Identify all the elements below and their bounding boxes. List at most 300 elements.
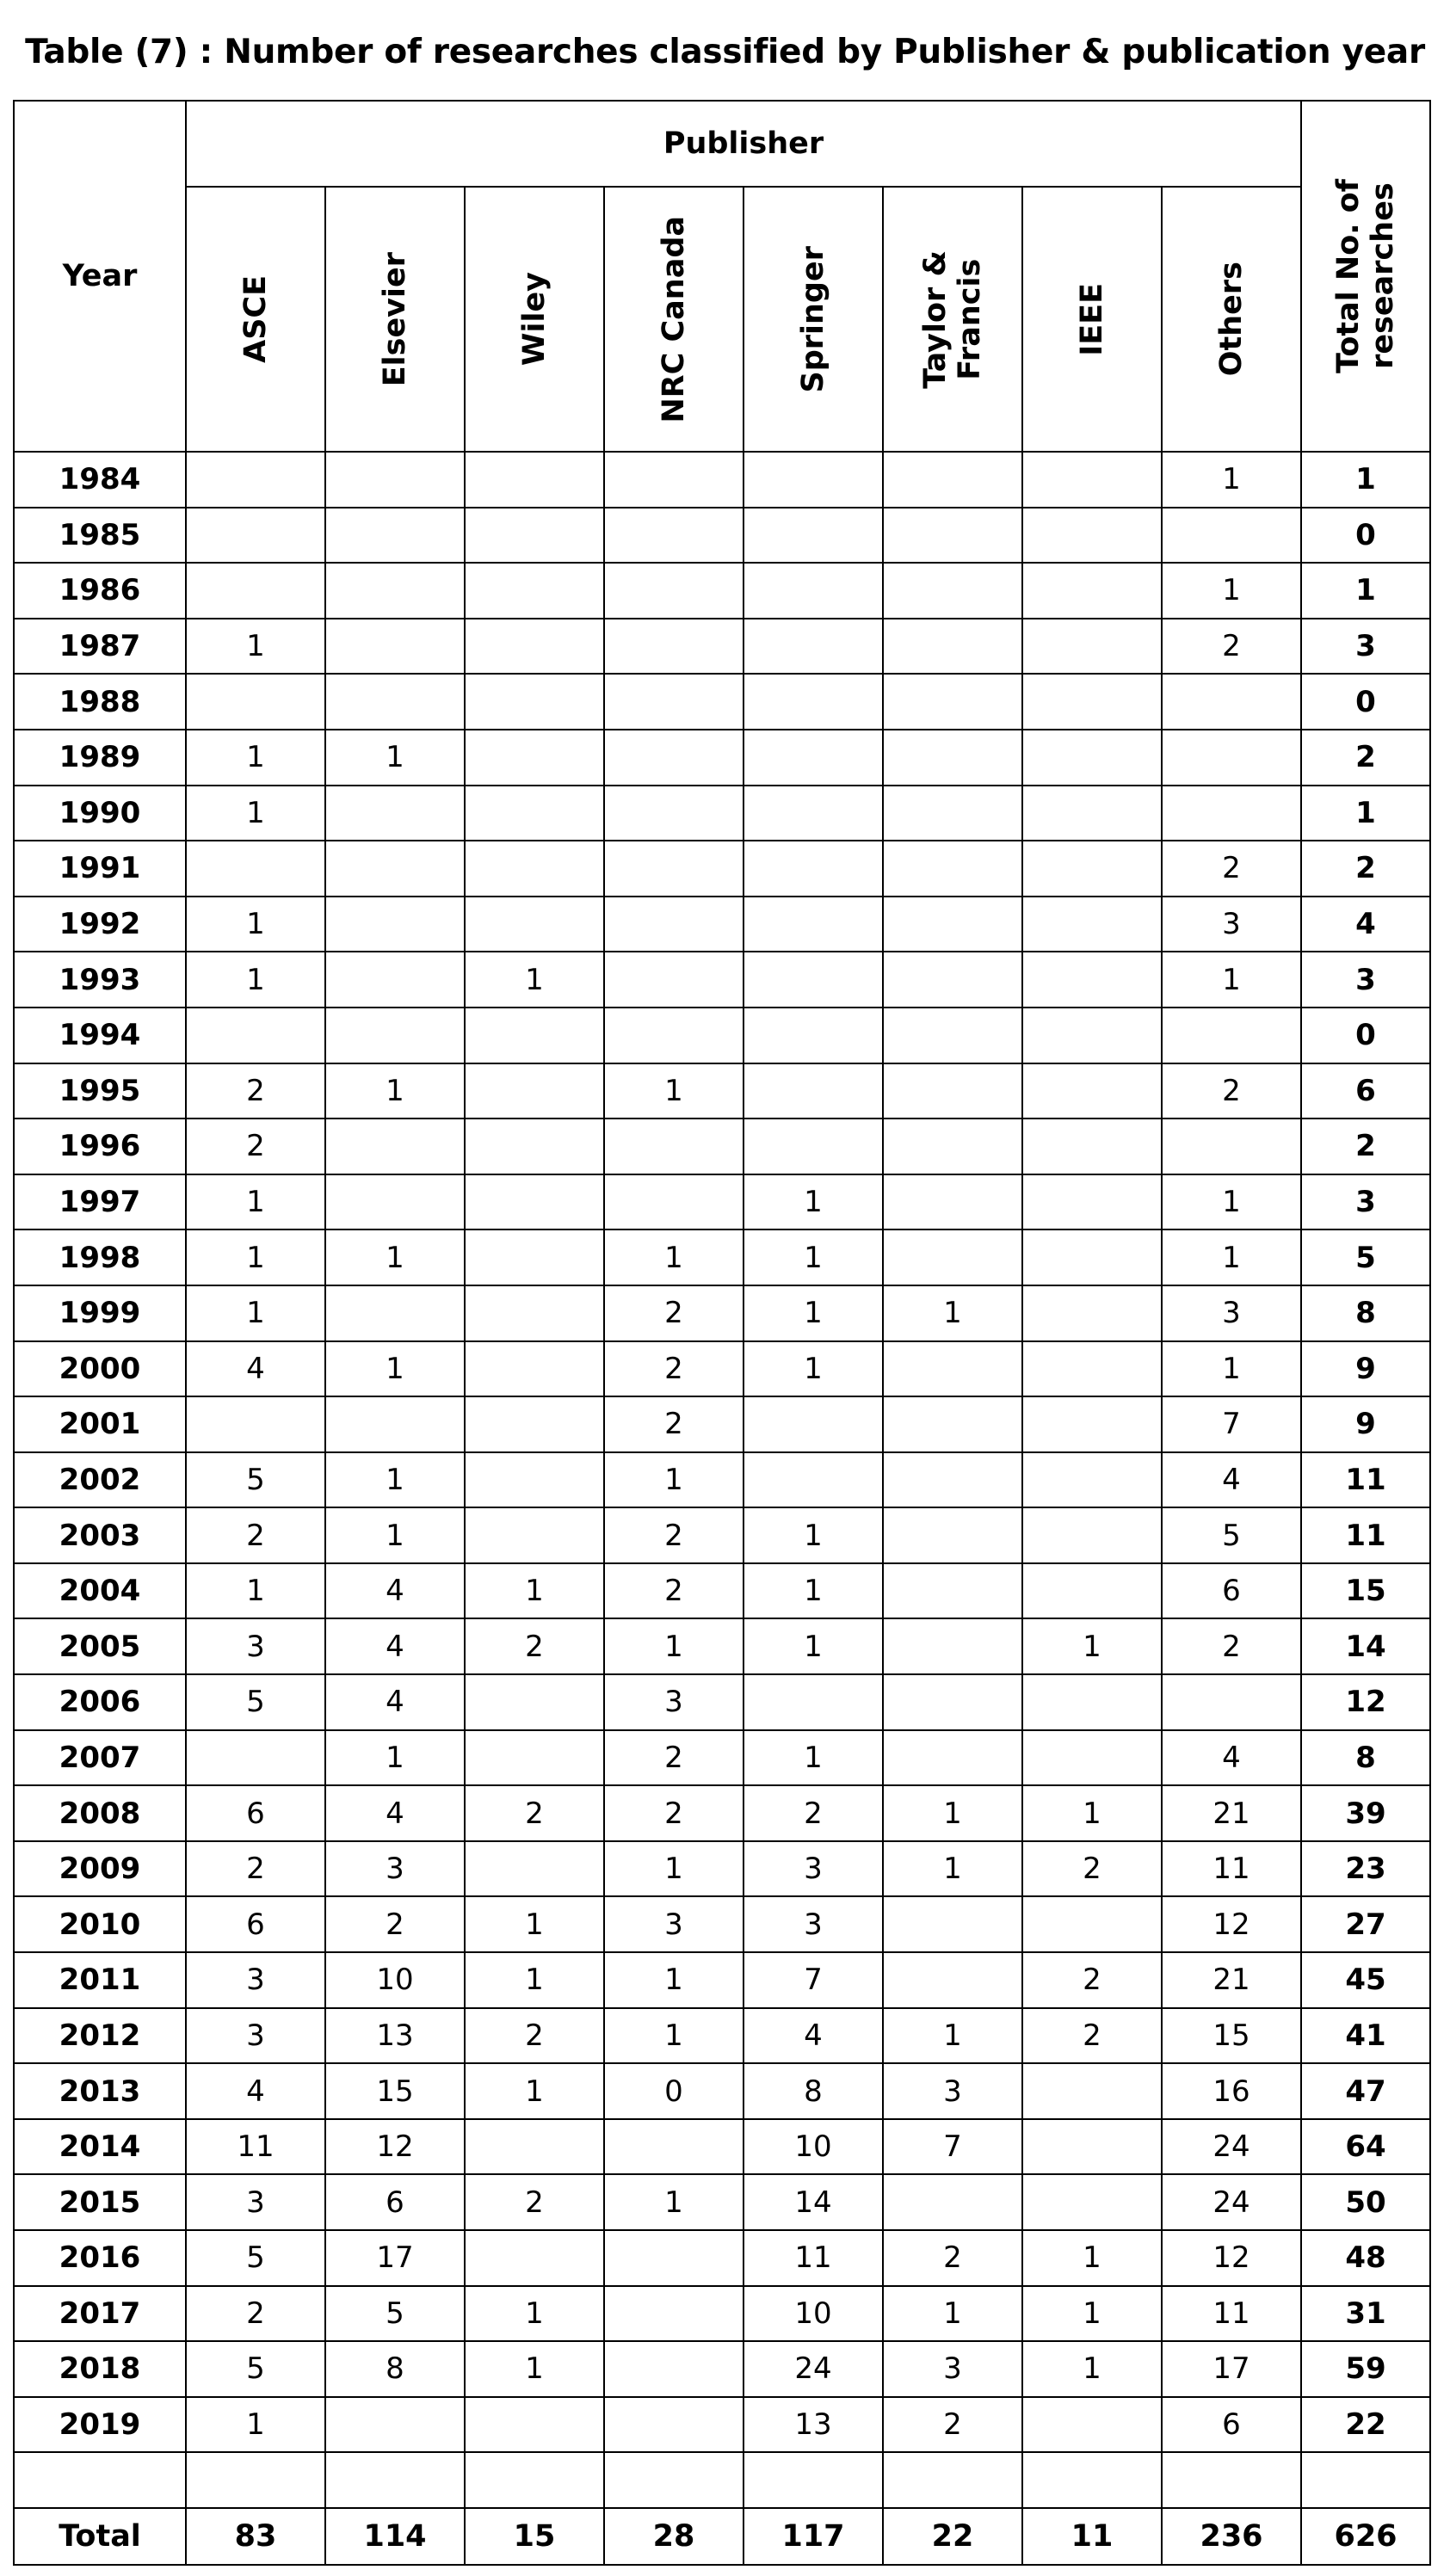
row-total-cell: 0	[1301, 1008, 1430, 1063]
count-cell	[1022, 897, 1162, 952]
row-total-cell: 12	[1301, 1674, 1430, 1730]
count-cell	[1022, 674, 1162, 730]
row-total-cell: 3	[1301, 952, 1430, 1008]
count-cell: 1	[186, 1229, 325, 1285]
total-header-label: Total No. of researches	[1331, 179, 1400, 373]
count-cell	[883, 452, 1022, 508]
count-cell: 1	[744, 1285, 883, 1341]
count-cell	[325, 674, 465, 730]
count-cell	[1022, 1174, 1162, 1230]
count-cell	[883, 841, 1022, 897]
count-cell: 1	[604, 1841, 744, 1897]
count-cell	[1162, 1119, 1301, 1174]
count-cell: 1	[1022, 1618, 1162, 1674]
year-cell: 1995	[14, 1063, 186, 1119]
table-row	[14, 1952, 1430, 2008]
totals-row	[14, 2508, 1430, 2565]
column-total-cell: 22	[883, 2508, 1022, 2565]
table-row	[14, 897, 1430, 952]
count-cell: 1	[744, 1174, 883, 1230]
row-total-cell: 15	[1301, 1563, 1430, 1619]
count-cell	[744, 2452, 883, 2508]
count-cell: 1	[1022, 2286, 1162, 2342]
count-cell: 4	[186, 1341, 325, 1397]
table-row	[14, 1229, 1430, 1285]
count-cell	[1022, 1507, 1162, 1563]
count-cell	[883, 1229, 1022, 1285]
count-cell	[604, 674, 744, 730]
year-cell: 2017	[14, 2286, 186, 2342]
count-cell	[325, 1285, 465, 1341]
count-cell	[883, 1063, 1022, 1119]
count-cell: 1	[883, 1841, 1022, 1897]
publisher-label: IEEE	[1075, 282, 1109, 356]
count-cell	[883, 2174, 1022, 2230]
count-cell	[465, 2230, 604, 2286]
count-cell	[465, 1452, 604, 1508]
publisher-label: Taylor & Francis	[918, 250, 987, 389]
count-cell	[744, 730, 883, 786]
count-cell: 1	[325, 1452, 465, 1508]
count-cell	[465, 1674, 604, 1730]
publisher-label: Elsevier	[378, 251, 412, 387]
count-cell	[1022, 1452, 1162, 1508]
count-cell: 10	[744, 2119, 883, 2175]
count-cell: 2	[744, 1785, 883, 1841]
count-cell: 21	[1162, 1785, 1301, 1841]
column-total-cell: 83	[186, 2508, 325, 2565]
count-cell: 1	[1162, 1341, 1301, 1397]
row-total-cell: 0	[1301, 508, 1430, 564]
count-cell: 5	[186, 1452, 325, 1508]
count-cell: 4	[325, 1785, 465, 1841]
year-cell: 2004	[14, 1563, 186, 1619]
row-total-cell: 41	[1301, 2008, 1430, 2064]
count-cell: 1	[604, 1618, 744, 1674]
count-cell: 1	[325, 1341, 465, 1397]
count-cell	[465, 1008, 604, 1063]
count-cell	[1022, 952, 1162, 1008]
count-cell	[883, 1452, 1022, 1508]
count-cell: 11	[744, 2230, 883, 2286]
table-row	[14, 674, 1430, 730]
count-cell: 4	[1162, 1452, 1301, 1508]
count-cell: 1	[744, 1229, 883, 1285]
column-total-cell: 15	[465, 2508, 604, 2565]
count-cell	[465, 2119, 604, 2175]
count-cell	[883, 508, 1022, 564]
count-cell	[744, 1063, 883, 1119]
row-total-cell: 39	[1301, 1785, 1430, 1841]
count-cell: 1	[186, 897, 325, 952]
count-cell	[883, 619, 1022, 675]
count-cell: 2	[1022, 2008, 1162, 2064]
row-total-cell: 50	[1301, 2174, 1430, 2230]
row-total-cell: 1	[1301, 563, 1430, 619]
count-cell: 1	[186, 1563, 325, 1619]
count-cell: 8	[325, 2341, 465, 2397]
count-cell	[465, 563, 604, 619]
count-cell	[325, 1119, 465, 1174]
count-cell	[883, 1730, 1022, 1786]
count-cell: 2	[186, 1119, 325, 1174]
publisher-label: Wiley	[517, 272, 552, 367]
count-cell	[883, 1174, 1022, 1230]
count-cell: 3	[883, 2063, 1022, 2119]
count-cell: 15	[325, 2063, 465, 2119]
count-cell: 2	[604, 1396, 744, 1452]
count-cell	[465, 1730, 604, 1786]
year-cell: 2003	[14, 1507, 186, 1563]
table-row	[14, 2397, 1430, 2453]
count-cell: 1	[744, 1507, 883, 1563]
count-cell	[1022, 2452, 1162, 2508]
count-cell	[744, 841, 883, 897]
count-cell: 1	[186, 952, 325, 1008]
count-cell: 8	[744, 2063, 883, 2119]
count-cell	[604, 2341, 744, 2397]
count-cell	[1022, 2119, 1162, 2175]
count-cell: 1	[186, 2397, 325, 2453]
count-cell	[604, 2452, 744, 2508]
year-cell: 1989	[14, 730, 186, 786]
count-cell: 7	[744, 1952, 883, 2008]
total-header	[1301, 101, 1430, 452]
publisher-year-table	[13, 100, 1431, 2566]
count-cell: 2	[325, 1896, 465, 1952]
row-total-cell: 4	[1301, 897, 1430, 952]
table-row	[14, 1563, 1430, 1619]
year-cell: 2001	[14, 1396, 186, 1452]
count-cell: 1	[1022, 2230, 1162, 2286]
count-cell	[744, 897, 883, 952]
count-cell: 5	[325, 2286, 465, 2342]
count-cell	[604, 1174, 744, 1230]
count-cell: 1	[465, 2286, 604, 2342]
count-cell	[883, 1952, 1022, 2008]
count-cell: 0	[604, 2063, 744, 2119]
row-total-cell: 9	[1301, 1341, 1430, 1397]
count-cell: 3	[186, 1952, 325, 2008]
column-total-cell: 11	[1022, 2508, 1162, 2565]
count-cell: 1	[883, 1285, 1022, 1341]
year-cell: 1985	[14, 508, 186, 564]
count-cell: 12	[1162, 1896, 1301, 1952]
count-cell	[604, 2119, 744, 2175]
count-cell	[604, 2230, 744, 2286]
count-cell: 10	[325, 1952, 465, 2008]
year-cell: 2016	[14, 2230, 186, 2286]
table-row	[14, 1841, 1430, 1897]
count-cell: 1	[186, 619, 325, 675]
count-cell	[465, 1174, 604, 1230]
count-cell	[744, 1008, 883, 1063]
count-cell	[883, 952, 1022, 1008]
count-cell	[604, 730, 744, 786]
table-row	[14, 2286, 1430, 2342]
count-cell: 1	[1162, 952, 1301, 1008]
row-total-cell: 47	[1301, 2063, 1430, 2119]
count-cell	[1022, 786, 1162, 841]
count-cell	[325, 452, 465, 508]
count-cell	[883, 786, 1022, 841]
year-header: Year	[14, 101, 186, 452]
count-cell	[465, 1396, 604, 1452]
publisher-col-ieee	[1022, 187, 1162, 452]
row-total-cell: 8	[1301, 1285, 1430, 1341]
count-cell: 13	[325, 2008, 465, 2064]
count-cell	[1162, 508, 1301, 564]
count-cell	[883, 674, 1022, 730]
count-cell	[325, 786, 465, 841]
row-total-cell: 2	[1301, 1119, 1430, 1174]
count-cell: 6	[325, 2174, 465, 2230]
count-cell: 2	[465, 1785, 604, 1841]
count-cell: 6	[1162, 2397, 1301, 2453]
count-cell: 24	[1162, 2119, 1301, 2175]
count-cell: 3	[604, 1674, 744, 1730]
column-total-cell: 117	[744, 2508, 883, 2565]
row-total-cell: 11	[1301, 1507, 1430, 1563]
column-total-cell: 114	[325, 2508, 465, 2565]
table-row	[14, 1730, 1430, 1786]
count-cell	[1022, 1063, 1162, 1119]
year-cell: 2008	[14, 1785, 186, 1841]
count-cell	[465, 730, 604, 786]
totals-label: Total	[14, 2508, 186, 2565]
year-cell: 2019	[14, 2397, 186, 2453]
count-cell	[883, 730, 1022, 786]
grand-total-cell: 626	[1301, 2508, 1430, 2565]
count-cell: 1	[325, 1229, 465, 1285]
table-row	[14, 1119, 1430, 1174]
count-cell	[465, 619, 604, 675]
count-cell: 1	[465, 952, 604, 1008]
count-cell: 1	[465, 1563, 604, 1619]
count-cell	[883, 1896, 1022, 1952]
count-cell: 2	[1022, 1841, 1162, 1897]
count-cell	[1162, 1008, 1301, 1063]
count-cell	[1022, 1229, 1162, 1285]
count-cell	[465, 1285, 604, 1341]
count-cell	[883, 1119, 1022, 1174]
year-cell: 1999	[14, 1285, 186, 1341]
count-cell	[186, 2452, 325, 2508]
count-cell: 1	[744, 1341, 883, 1397]
count-cell	[325, 2452, 465, 2508]
table-row	[14, 1341, 1430, 1397]
table-title: Table (7) : Number of researches classified by Publisher & publication year	[25, 33, 1425, 71]
count-cell	[1162, 730, 1301, 786]
count-cell	[1022, 1563, 1162, 1619]
count-cell	[186, 563, 325, 619]
row-total-cell: 45	[1301, 1952, 1430, 2008]
count-cell	[1022, 1396, 1162, 1452]
publisher-col-others	[1162, 187, 1301, 452]
count-cell: 1	[465, 1952, 604, 2008]
count-cell: 4	[325, 1563, 465, 1619]
publisher-col-asce	[186, 187, 325, 452]
year-cell: 2002	[14, 1452, 186, 1508]
count-cell: 1	[465, 1896, 604, 1952]
count-cell: 3	[1162, 897, 1301, 952]
table-row	[14, 1618, 1430, 1674]
count-cell: 3	[186, 2174, 325, 2230]
count-cell: 1	[1022, 2341, 1162, 2397]
year-cell: 2007	[14, 1730, 186, 1786]
count-cell	[1022, 452, 1162, 508]
count-cell: 1	[744, 1730, 883, 1786]
count-cell: 4	[186, 2063, 325, 2119]
count-cell	[604, 897, 744, 952]
table-row	[14, 2341, 1430, 2397]
table-row	[14, 2230, 1430, 2286]
count-cell: 1	[325, 1063, 465, 1119]
year-cell: 2013	[14, 2063, 186, 2119]
table-row	[14, 786, 1430, 841]
year-cell: 2010	[14, 1896, 186, 1952]
row-total-cell: 8	[1301, 1730, 1430, 1786]
row-total-cell: 2	[1301, 841, 1430, 897]
count-cell	[883, 1563, 1022, 1619]
count-cell	[744, 619, 883, 675]
count-cell: 21	[1162, 1952, 1301, 2008]
count-cell	[1162, 2452, 1301, 2508]
count-cell: 3	[186, 2008, 325, 2064]
table-row	[14, 1285, 1430, 1341]
row-total-cell: 31	[1301, 2286, 1430, 2342]
count-cell: 1	[883, 2008, 1022, 2064]
count-cell: 5	[186, 2230, 325, 2286]
count-cell: 3	[604, 1896, 744, 1952]
year-cell: 2018	[14, 2341, 186, 2397]
count-cell: 1	[744, 1618, 883, 1674]
publisher-col-taylor-francis	[883, 187, 1022, 452]
table-row	[14, 952, 1430, 1008]
count-cell	[1022, 563, 1162, 619]
count-cell	[744, 674, 883, 730]
year-cell: 1991	[14, 841, 186, 897]
count-cell	[883, 563, 1022, 619]
count-cell: 6	[186, 1896, 325, 1952]
row-total-cell: 9	[1301, 1396, 1430, 1452]
count-cell	[1022, 619, 1162, 675]
year-cell: 1984	[14, 452, 186, 508]
count-cell	[465, 1507, 604, 1563]
row-total-cell: 5	[1301, 1229, 1430, 1285]
row-total-cell: 14	[1301, 1618, 1430, 1674]
count-cell: 4	[1162, 1730, 1301, 1786]
count-cell: 3	[1162, 1285, 1301, 1341]
column-total-cell: 28	[604, 2508, 744, 2565]
count-cell	[186, 508, 325, 564]
count-cell	[1022, 508, 1162, 564]
count-cell: 12	[1162, 2230, 1301, 2286]
count-cell	[1162, 674, 1301, 730]
count-cell	[1022, 1119, 1162, 1174]
count-cell: 11	[1162, 1841, 1301, 1897]
year-cell: 2000	[14, 1341, 186, 1397]
table-row	[14, 1674, 1430, 1730]
count-cell: 1	[186, 1285, 325, 1341]
count-cell: 2	[604, 1730, 744, 1786]
count-cell: 1	[1022, 1785, 1162, 1841]
count-cell: 1	[325, 1730, 465, 1786]
count-cell	[604, 1008, 744, 1063]
count-cell	[465, 1063, 604, 1119]
count-cell: 1	[604, 2174, 744, 2230]
count-cell	[465, 2397, 604, 2453]
count-cell: 2	[1022, 1952, 1162, 2008]
count-cell	[325, 619, 465, 675]
count-cell	[186, 1396, 325, 1452]
count-cell	[883, 1396, 1022, 1452]
column-total-cell: 236	[1162, 2508, 1301, 2565]
year-cell: 1994	[14, 1008, 186, 1063]
publisher-col-springer	[744, 187, 883, 452]
count-cell	[744, 1674, 883, 1730]
count-cell	[465, 452, 604, 508]
row-total-cell: 0	[1301, 674, 1430, 730]
count-cell: 17	[1162, 2341, 1301, 2397]
table-row	[14, 1063, 1430, 1119]
count-cell	[465, 2452, 604, 2508]
count-cell	[465, 841, 604, 897]
count-cell	[1022, 1341, 1162, 1397]
row-total-cell: 23	[1301, 1841, 1430, 1897]
row-total-cell: 48	[1301, 2230, 1430, 2286]
count-cell	[465, 674, 604, 730]
count-cell: 1	[1162, 1174, 1301, 1230]
publisher-label: NRC Canada	[657, 215, 691, 423]
publisher-label: Others	[1214, 262, 1249, 377]
year-cell: 2011	[14, 1952, 186, 2008]
count-cell: 15	[1162, 2008, 1301, 2064]
count-cell	[325, 841, 465, 897]
count-cell	[604, 786, 744, 841]
count-cell	[186, 674, 325, 730]
count-cell	[883, 1008, 1022, 1063]
count-cell: 2	[186, 1841, 325, 1897]
count-cell	[186, 1730, 325, 1786]
count-cell	[325, 508, 465, 564]
count-cell: 12	[325, 2119, 465, 2175]
publisher-header: Publisher	[186, 101, 1301, 187]
count-cell: 2	[604, 1563, 744, 1619]
count-cell	[465, 1341, 604, 1397]
count-cell: 1	[186, 786, 325, 841]
table-body	[14, 452, 1430, 2565]
count-cell	[1022, 1730, 1162, 1786]
count-cell	[465, 1229, 604, 1285]
count-cell: 4	[325, 1674, 465, 1730]
count-cell: 1	[325, 730, 465, 786]
count-cell	[1022, 1285, 1162, 1341]
table-row	[14, 508, 1430, 564]
table-row	[14, 1174, 1430, 1230]
count-cell: 2	[883, 2230, 1022, 2286]
count-cell: 17	[325, 2230, 465, 2286]
table-row	[14, 2063, 1430, 2119]
count-cell: 2	[604, 1785, 744, 1841]
year-cell: 1996	[14, 1119, 186, 1174]
count-cell: 1	[186, 1174, 325, 1230]
count-cell: 4	[325, 1618, 465, 1674]
year-cell: 1990	[14, 786, 186, 841]
count-cell	[604, 952, 744, 1008]
count-cell	[325, 563, 465, 619]
count-cell	[1022, 2063, 1162, 2119]
